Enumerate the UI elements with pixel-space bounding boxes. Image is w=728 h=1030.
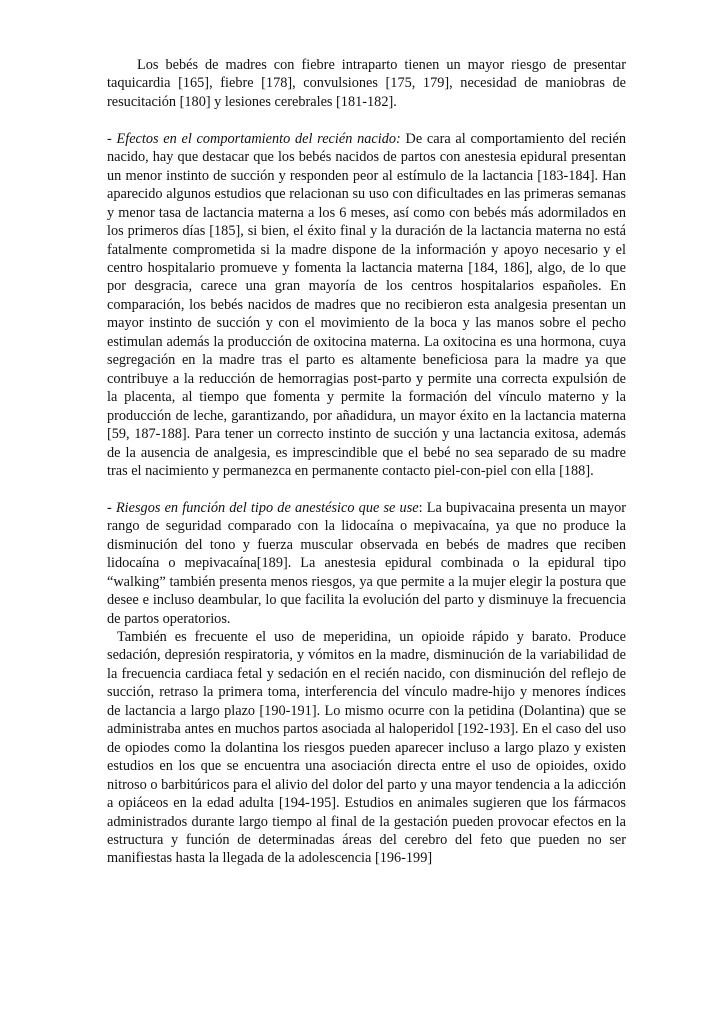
paragraph-text: También es frecuente el uso de meperidina, un opioide rápido y barato. Produce sedación, depresión respiratoria, y vómitos en la madre, disminución de la variabilidad de la frecuencia cardiaca fetal y sedación en el recién nacido, con disminución del reflejo de succión, retraso la primera toma, interferencia del vínculo madre-hijo y menores índices de lactancia a largo plazo [190-191]. Lo mismo ocurre con la petidina (Dolantina) que se administraba antes en muchos partos asociada al haloperidol [192-193]. En el caso del uso de opiodes como la dolantina los riesgos pueden aparecer incluso a largo plazo y existen estudios en los que se encuentra una asociación directa entre el uso de opioides, oxido nitroso o barbitúricos para el alivio del dolor del parto y una mayor tendencia a la adicción a opiáceos en la edad adulta [194-195]. Estudios en animales sugieren que los fármacos administrados durante largo tiempo al final de la gestación pueden provocar efectos en la estructura y función de determinadas áreas del cerebro del feto que pueden no ser manifiestas hasta la llegada de la adolescencia [196-199] <box>107 629 626 867</box>
list-dash: - <box>107 499 116 516</box>
paragraph-text: Los bebés de madres con fiebre intraparto tienen un mayor riesgo de presentar taquicardia [165], fiebre [178], convulsiones [175, 179], necesidad de maniobras de resucitación [180] y lesiones cerebrales [181-182]. <box>107 57 626 110</box>
paragraph-text: De cara al comportamiento del recién nacido, hay que destacar que los bebés nacidos de partos con anestesia epidural presentan un menor instinto de succión y responden peor al estímulo de la lactancia [183-184]. Han aparecido algunos estudios que relacionan su uso con dificultades en las primeras semanas y menor tasa de lactancia materna a los 6 meses, así como con bebés más adormilados en los primeros días [185], si bien, el éxito final y la duración de la lactancia materna no está fatalmente comprometida si la madre dispone de la información y apoyo necesario y el centro hospitalario promueve y fomenta la lactancia materna [184, 186], algo, de lo que por desgracia, carece una gran mayoría de los centros hospitalarios españoles. En comparación, los bebés nacidos de madres que no recibieron esta analgesia presentan un mayor instinto de succión y con el movimiento de la boca y las manos sobre el pecho estimulan además la producción de oxitocina materna. La oxitocina es una hormona, cuya segregación en la madre tras el parto es altamente beneficiosa para la madre ya que contribuye a la reducción de hemorragias post-parto y permite una correcta expulsión de la placenta, al tiempo que fomenta y permite la formación del vínculo materno y la producción de leche, garantizando, por añadidura, un mayor éxito en la lactancia materna [59, 187-188]. Para tener un correcto instinto de succión y una lactancia exitosa, además de la ausencia de analgesia, es imprescindible que el bebé no sea separado de su madre tras el nacimiento y permanezca en permanente contacto piel-con-piel con ella [188]. <box>107 130 626 479</box>
section-lead-heading: Riesgos en función del tipo de anestésico que se use <box>115 499 419 516</box>
list-dash: - <box>107 130 117 147</box>
section-lead-heading: Efectos en el comportamiento del recién nacido: <box>116 130 401 147</box>
document-page <box>107 56 626 868</box>
paragraph-text: : La bupivacaina presenta un mayor rango de seguridad comparado con la lidocaína o mepivacaína, ya que no produce la disminución del tono y fuerza muscular observada en bebés de madres que reciben lidocaína o mepivacaína[189]. La anestesia epidural combinada o la epidural tipo “walking” también presenta menos riesgos, ya que permite a la mujer elegir la postura que desee e incluso deambular, lo que facilita la evolución del parto y disminuye la frecuencia de partos operatorios. <box>107 499 627 627</box>
paragraph-fever-risks <box>107 56 626 111</box>
paragraph-newborn-behavior <box>107 130 626 481</box>
paragraph-anesthetic-risks <box>107 499 626 628</box>
paragraph-meperidine <box>107 628 626 868</box>
